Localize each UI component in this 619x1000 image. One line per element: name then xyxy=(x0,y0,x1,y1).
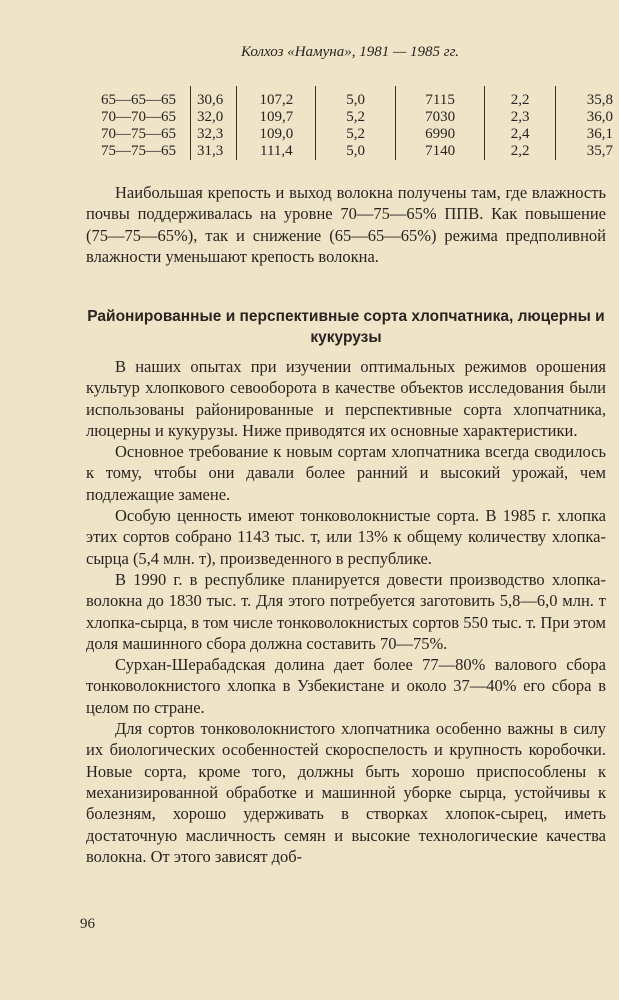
table-cell: 5,2 xyxy=(316,126,395,143)
table-cell: 109,7 xyxy=(237,109,316,126)
table-cell: 36,1 xyxy=(586,126,613,142)
paragraph: В 1990 г. в республике планируется довести производство хлопка-волокна до 1830 тыс. т. Для этого потребуется заготовить 5,8—6,0 млн. т хлопка-сырца, в том числе тонковолокнистых сортов 550 тыс. т. При этом доля машинного сбора должна составить 70—75%. xyxy=(86,569,606,653)
table-cell: 7030 xyxy=(395,109,485,126)
table-cell: 7115 xyxy=(395,92,485,109)
table-cell: 35,7 xyxy=(586,143,613,159)
data-table-body xyxy=(95,86,619,160)
table-cell: 30,6 xyxy=(191,92,237,109)
table-cell: 107,2 xyxy=(237,92,316,109)
table-cell: 70—70—65 xyxy=(95,109,191,126)
paragraph: Сурхан-Шерабадская долина дает более 77—80% валового сбора тонковолокнистого хлопка в Узбекистане и около 37—40% его сбора в целом по стране. xyxy=(86,655,606,717)
paragraph: В наших опытах при изучении оптимальных режимов орошения культур хлопкового севооборота в качестве объектов исследования были использованы районированные и перспективные сорта хлопчатника, люцерны и кукурузы. Ниже приводятся их основные характеристики. xyxy=(86,357,606,440)
table-cell: 5,0 xyxy=(316,143,395,160)
table-cell: 6990 xyxy=(395,126,485,143)
paragraph-text: Наибольшая крепость и выход волокна получены там, где влажность почвы поддерживалась на уровне 70—75—65% ППВ. Как повышение (75—75—65%), так и снижение (65—65—65%) режима предполивной влажности уменьшают крепость волокна. xyxy=(86,183,606,266)
paragraph: Для сортов тонковолокнистого хлопчатника особенно важны в силу их биологических особенностей скороспелость и крупность коробочки. Новые сорта, кроме того, должны быть хорошо приспособлены к механизированной обработке и машинной уборке сырца, устойчивы к болезням, хорошо удерживать в створках хлопок-сырец, иметь достаточную масличность семян и высокие технологические качества волокна. От этого зависят доб- xyxy=(86,719,606,866)
table-cell: 70—75—65 xyxy=(95,126,191,143)
table-cell: 111,4 xyxy=(237,143,316,160)
table-cell: 2,2 xyxy=(485,92,555,109)
running-header: Колхоз «Намуна», 1981 — 1985 гг. xyxy=(240,44,460,60)
paragraph: Основное требование к новым сортам хлопчатника всегда сводилось к тому, чтобы они давали более ранний и высокий урожай, чем подлежащие замене. xyxy=(86,442,606,504)
table-cell: 65—65—65 xyxy=(95,92,191,109)
table-cell: 35,8 xyxy=(586,92,613,108)
table-cell: 36,0 xyxy=(586,109,613,125)
intro-paragraph xyxy=(86,182,606,267)
table-row xyxy=(95,126,619,143)
table-cell: 7140 xyxy=(395,143,485,160)
section-heading: Районированные и перспективные сорта хлопчатника, люцерны и кукурузы xyxy=(87,308,605,346)
page-number: 96 xyxy=(80,916,95,932)
paragraph: Особую ценность имеют тонковолокнистые сорта. В 1985 г. хлопка этих сортов собрано 1143 тыс. т, или 13% к общему количеству хлопка-сырца (5,4 млн. т), произведенного в республике. xyxy=(86,506,606,568)
table-cell: 109,0 xyxy=(237,126,316,143)
table-cell: 32,3 xyxy=(191,126,237,143)
table-cell: 75—75—65 xyxy=(95,143,191,160)
data-table xyxy=(95,86,619,160)
table-row xyxy=(95,109,619,126)
section-body xyxy=(86,356,606,867)
table-cell: 2,2 xyxy=(485,143,555,160)
table-cell: 32,0 xyxy=(191,109,237,126)
table-row xyxy=(95,143,619,160)
table-cell: 2,4 xyxy=(485,126,555,143)
table-cell: 5,0 xyxy=(316,92,395,109)
table-row xyxy=(95,92,619,109)
table-cell: 2,3 xyxy=(485,109,555,126)
table-cell: 31,3 xyxy=(191,143,237,160)
table-cell: 5,2 xyxy=(316,109,395,126)
